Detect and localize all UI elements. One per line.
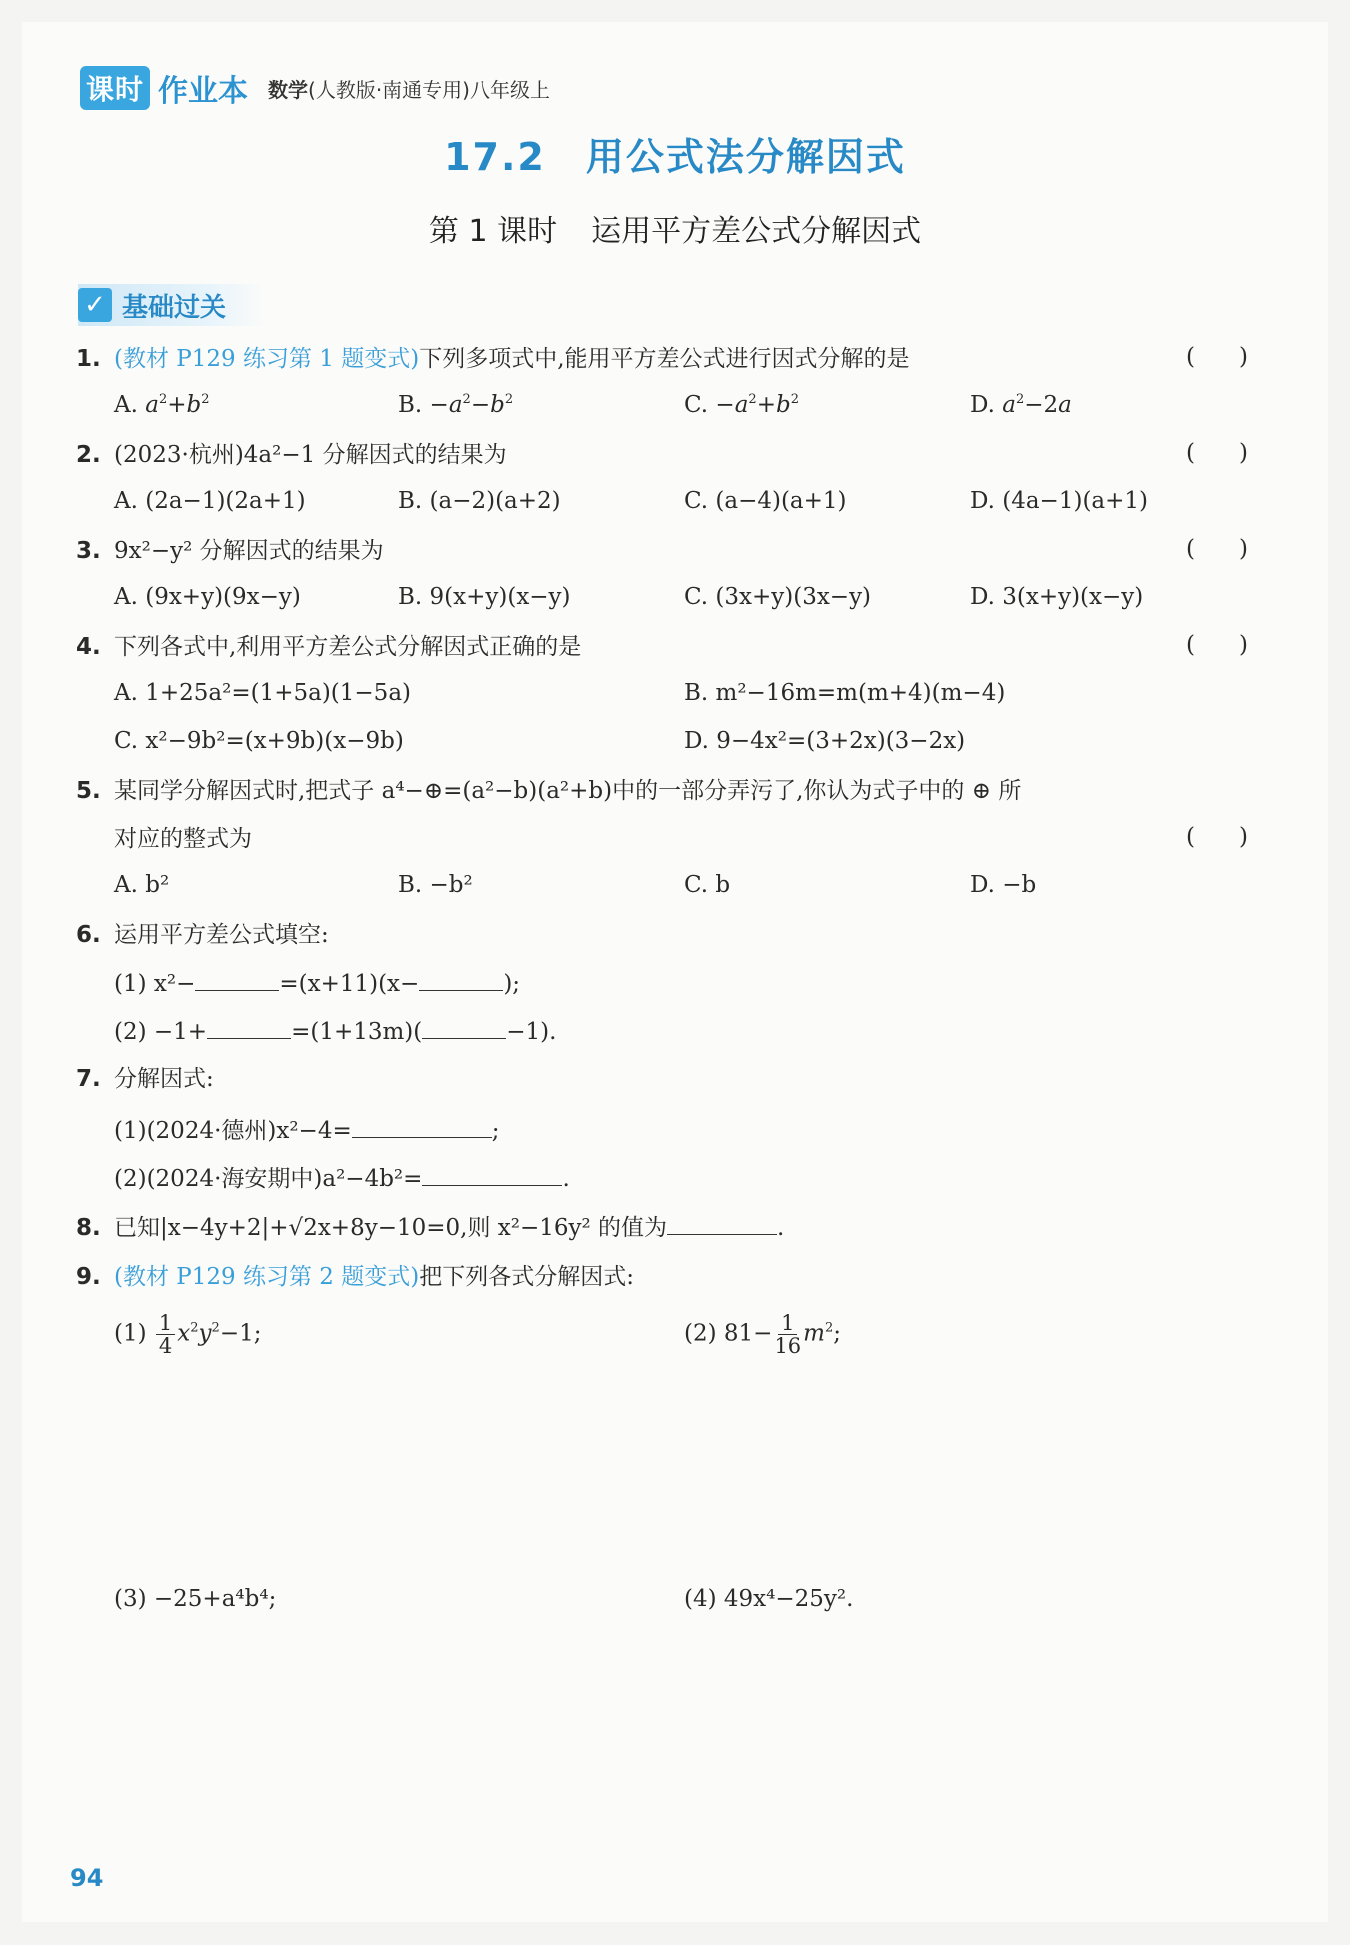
option-a: A. (9x+y)(9x−y): [114, 584, 301, 610]
option-b: B. 9(x+y)(x−y): [398, 584, 571, 610]
logo-text: 作业本: [158, 74, 249, 109]
fill-blank[interactable]: [422, 1163, 562, 1186]
answer-paren: (): [1186, 632, 1292, 658]
question-3: 3. 9x²−y² 分解因式的结果为: [76, 538, 384, 564]
answer-paren: (): [1186, 440, 1292, 466]
option-a: A. b²: [114, 872, 170, 898]
sub-question-1: (1)(2024·德州)x²−4= ;: [114, 1112, 500, 1145]
fraction: $\frac{1}{4}$: [156, 1312, 175, 1357]
logo: 课时: [80, 66, 150, 110]
book-subtitle: 数学(人教版·南通专用)八年级上: [268, 77, 550, 102]
option-a: A. (2a−1)(2a+1): [114, 488, 306, 514]
option-c: C. (a−4)(a+1): [684, 488, 847, 514]
fill-blank[interactable]: [422, 1016, 506, 1039]
option-c: C. (3x+y)(3x−y): [684, 584, 872, 610]
option-c: C. b: [684, 872, 731, 898]
sub-question-4: (4) 49x⁴−25y².: [684, 1586, 854, 1612]
page-number: 94: [70, 1864, 104, 1892]
question-1: 1. (教材 P129 练习第 1 题变式)下列多项式中,能用平方差公式进行因式分解的是: [76, 346, 910, 372]
question-7: 7. 分解因式:: [76, 1066, 214, 1092]
answer-paren: (): [1186, 344, 1292, 370]
fill-blank[interactable]: [195, 968, 279, 991]
sub-question-2: (2) −1+ =(1+13m)( −1).: [114, 1016, 556, 1045]
option-b: B. (a−2)(a+2): [398, 488, 561, 514]
option-c: C. $-a^2+b^2$: [684, 392, 799, 418]
option-a: A. 1+25a²=(1+5a)(1−5a): [114, 680, 412, 706]
option-d: D. −b: [970, 872, 1037, 898]
checkmark-icon: ✓: [78, 288, 112, 322]
chapter-title: 17.2 用公式法分解因式: [444, 135, 906, 179]
sub-question-3: (3) −25+a⁴b⁴;: [114, 1586, 277, 1612]
sub-question-1: (1) x²− =(x+11)(x− );: [114, 968, 520, 997]
fill-blank[interactable]: [419, 968, 503, 991]
sub-question-2: (2)(2024·海安期中)a²−4b²= .: [114, 1160, 570, 1193]
lesson-title: 第 1 课时 运用平方差公式分解因式: [428, 214, 922, 249]
question-8: 8. 已知|x−4y+2|+√2x+8y−10=0,则 x²−16y² 的值为 .: [76, 1212, 784, 1243]
option-a: A. $a^2+b^2$: [114, 392, 210, 418]
option-d: D. $a^2-2a$: [970, 392, 1072, 418]
question-5-cont: 对应的整式为: [114, 826, 252, 852]
question-6: 6. 运用平方差公式填空:: [76, 922, 329, 948]
answer-paren: (): [1186, 824, 1292, 850]
fraction: $\frac{1}{16}$: [774, 1311, 802, 1358]
option-b: B. −b²: [398, 872, 473, 898]
question-9: 9. (教材 P129 练习第 2 题变式)把下列各式分解因式:: [76, 1264, 634, 1290]
option-b: B. m²−16m=m(m+4)(m−4): [684, 680, 1006, 706]
option-d: D. 9−4x²=(3+2x)(3−2x): [684, 728, 966, 754]
option-b: B. $-a^2-b^2$: [398, 392, 514, 418]
question-5: 5. 某同学分解因式时,把式子 a⁴−⊕=(a²−b)(a²+b)中的一部分弄污了,你认为式子中的 ⊕ 所: [76, 778, 1022, 804]
question-4: 4. 下列各式中,利用平方差公式分解因式正确的是: [76, 634, 582, 660]
question-2: 2. (2023·杭州)4a²−1 分解因式的结果为: [76, 442, 507, 468]
option-c: C. x²−9b²=(x+9b)(x−9b): [114, 728, 404, 754]
fill-blank[interactable]: [352, 1115, 492, 1138]
answer-paren: (): [1186, 536, 1292, 562]
fill-blank[interactable]: [207, 1016, 291, 1039]
section-header: ✓ 基础过关: [78, 284, 266, 326]
book-header: [80, 66, 550, 110]
option-d: D. 3(x+y)(x−y): [970, 584, 1144, 610]
option-d: D. (4a−1)(a+1): [970, 488, 1149, 514]
sub-question-2: (2) 81− $\frac{1}{16}$ $m^2$;: [684, 1311, 842, 1358]
sub-question-1: (1) $\frac{1}{4}$ $x^2y^2-1$;: [114, 1311, 262, 1358]
fill-blank[interactable]: [667, 1212, 777, 1235]
